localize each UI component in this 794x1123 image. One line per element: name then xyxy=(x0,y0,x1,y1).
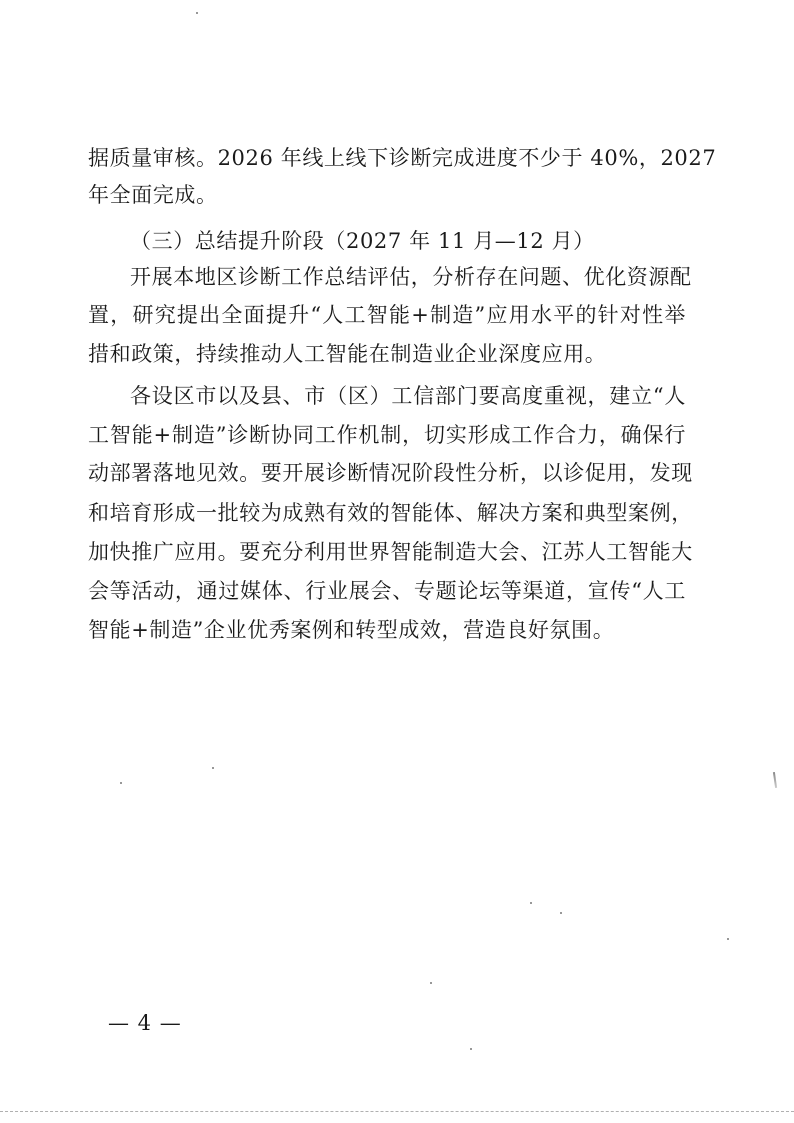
body-text-line: 置，研究提出全面提升“人工智能+制造”应用水平的针对性举 xyxy=(88,303,686,327)
scan-mark xyxy=(773,772,777,788)
scan-speck xyxy=(120,782,122,784)
scan-speck xyxy=(727,938,729,940)
body-text-line: 各设区市以及县、市（区）工信部门要高度重视，建立“人 xyxy=(130,384,686,408)
scan-speck xyxy=(560,912,562,914)
scan-speck xyxy=(530,902,532,904)
body-text-line: 智能+制造”企业优秀案例和转型成效，营造良好氛围。 xyxy=(88,618,615,642)
page-number: — 4 — xyxy=(108,1011,182,1035)
body-text-line: 年全面完成。 xyxy=(88,183,218,207)
scan-speck xyxy=(430,982,432,984)
section-heading: （三）总结提升阶段（2027 年 11 月—12 月） xyxy=(130,229,595,253)
body-text-line: 会等活动，通过媒体、行业展会、专题论坛等渠道，宣传“人工 xyxy=(88,579,686,603)
scan-speck xyxy=(470,1048,472,1050)
scan-speck xyxy=(212,767,214,769)
body-text-line: 据质量审核。2026 年线上线下诊断完成进度不少于 40%，2027 xyxy=(88,146,717,170)
body-text-line: 加快推广应用。要充分利用世界智能制造大会、江苏人工智能大 xyxy=(88,540,693,564)
scan-speck xyxy=(196,12,198,14)
scan-edge-line xyxy=(0,1111,794,1112)
body-text-line: 工智能+制造”诊断协同工作机制，切实形成工作合力，确保行 xyxy=(88,423,686,447)
body-text-line: 动部署落地见效。要开展诊断情况阶段性分析，以诊促用，发现 xyxy=(88,461,693,485)
body-text-line: 和培育形成一批较为成熟有效的智能体、解决方案和典型案例， xyxy=(88,501,693,525)
body-text-line: 开展本地区诊断工作总结评估，分析存在问题、优化资源配 xyxy=(130,265,692,289)
body-text-line: 措和政策，持续推动人工智能在制造业企业深度应用。 xyxy=(88,342,607,366)
